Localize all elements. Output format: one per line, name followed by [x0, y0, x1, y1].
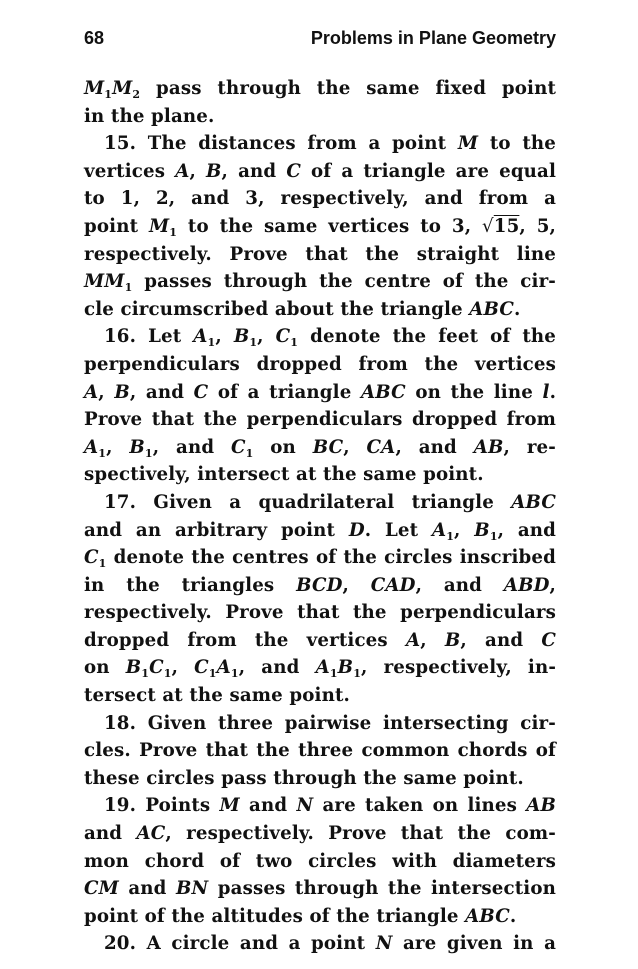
problem-number: 16.: [104, 326, 137, 348]
problem-number: 19.: [104, 795, 137, 817]
text-line: point $M_1$ to the same vertices to 3, √15, 5,: [84, 215, 556, 239]
text-line: cles. Prove that the three common chords of: [84, 740, 556, 762]
text-line: in the triangles BCD, CAD, and ABD,: [84, 574, 557, 596]
problem-17: 17. Given a quadrilateral triangle ABC: [104, 491, 557, 513]
text-line: on $B_1C_1$, $C_1A_1$, and $A_1B_1$, respectively, in-: [84, 657, 557, 681]
text-line: spectively, intersect at the same point.: [84, 464, 484, 486]
problem-number: 15.: [104, 133, 137, 155]
problem-18: 18. Given three pairwise intersecting cir-: [104, 712, 556, 734]
text-line: $MM_1$ passes through the centre of the cir-: [84, 271, 557, 295]
text-line: vertices A, B, and C of a triangle are equal: [84, 160, 557, 182]
text-line: cle circumscribed about the triangle ABC.: [84, 298, 521, 320]
text-line: $C_1$ denote the centres of the circles inscribed: [84, 547, 556, 571]
problem-16: 16. Let $A_1$, $B_1$, $C_1$ denote the feet of the: [104, 326, 557, 350]
text-line: and an arbitrary point D. Let $A_1$, $B_1$, and: [84, 519, 557, 543]
text-line: in the plane.: [84, 105, 215, 127]
problem-number: 20.: [104, 933, 137, 955]
text-line: tersect at the same point.: [84, 685, 351, 707]
problem-number: 17.: [104, 491, 137, 513]
text-line: respectively. Prove that the straight line: [84, 243, 556, 265]
text-line: mon chord of two circles with diameters: [84, 850, 556, 872]
page-number: 68: [84, 28, 105, 48]
problem-20: 20. A circle and a point N are given in a: [104, 933, 557, 955]
text-line: and AC, respectively. Prove that the com-: [84, 823, 557, 845]
text-line: A, B, and C of a triangle ABC on the line l.: [84, 381, 557, 403]
page-header: [84, 28, 556, 49]
text-line: these circles pass through the same point.: [84, 767, 524, 789]
text-line: $A_1$, $B_1$, and $C_1$ on BC, CA, and AB, re-: [84, 436, 556, 460]
text-line: $M_1M_2$ pass through the same fixed point: [84, 78, 557, 101]
text-line: point of the altitudes of the triangle ABC.: [84, 905, 517, 927]
text-line: respectively. Prove that the perpendiculars: [84, 602, 556, 624]
text-line: dropped from the vertices A, B, and C: [84, 629, 557, 651]
book-page: [84, 28, 556, 958]
text-line: Prove that the perpendiculars dropped from: [84, 409, 556, 431]
page-body: [84, 75, 556, 958]
text-line: CM and BN passes through the intersection: [84, 878, 557, 900]
problem-19: 19. Points M and N are taken on lines AB: [104, 795, 557, 817]
text-line: perpendiculars dropped from the vertices: [84, 353, 556, 375]
running-title: Problems in Plane Geometry: [310, 28, 556, 48]
text-line: to 1, 2, and 3, respectively, and from a: [84, 188, 556, 210]
problem-number: 18.: [104, 712, 137, 734]
sqrt-symbol: √: [482, 215, 494, 237]
problem-15: 15. The distances from a point M to the: [104, 133, 556, 155]
